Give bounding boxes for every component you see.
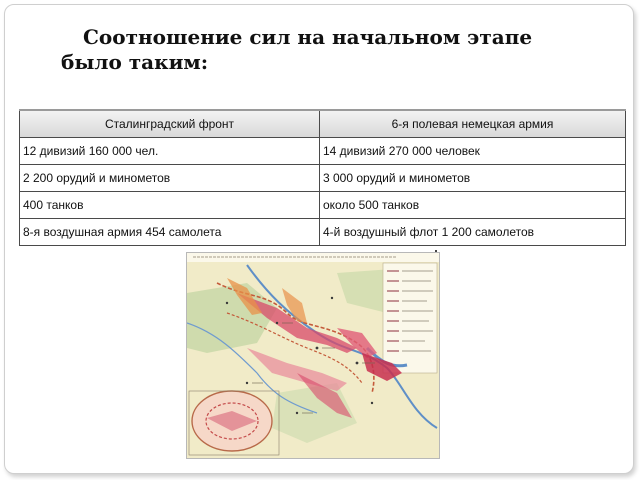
table-row (20, 219, 626, 246)
forces-comparison-table (19, 109, 626, 246)
header-6th-german-army: 6-я полевая немецкая армия (320, 110, 626, 138)
cell-soviet-aircraft: 8-я воздушная армия 454 самолета (20, 219, 320, 246)
table-row (20, 165, 626, 192)
title-line-2: было таким: (61, 50, 209, 74)
cell-soviet-artillery: 2 200 орудий и минометов (20, 165, 320, 192)
cell-soviet-divisions: 12 дивизий 160 000 чел. (20, 138, 320, 165)
cell-german-tanks: около 500 танков (320, 192, 626, 219)
title-line-1: Соотношение сил на начальном этапе (83, 25, 533, 49)
battle-map-image (186, 252, 440, 459)
slide (4, 4, 634, 474)
slide-title (61, 25, 621, 75)
header-stalingrad-front: Сталинградский фронт (20, 110, 320, 138)
battle-map-graphic (187, 253, 439, 458)
cell-german-divisions: 14 дивизий 270 000 человек (320, 138, 626, 165)
table-row (20, 192, 626, 219)
cell-german-aircraft: 4-й воздушный флот 1 200 самолетов (320, 219, 626, 246)
cell-german-artillery: 3 000 орудий и минометов (320, 165, 626, 192)
cell-soviet-tanks: 400 танков (20, 192, 320, 219)
table-row (20, 138, 626, 165)
table-header-row (20, 110, 626, 138)
